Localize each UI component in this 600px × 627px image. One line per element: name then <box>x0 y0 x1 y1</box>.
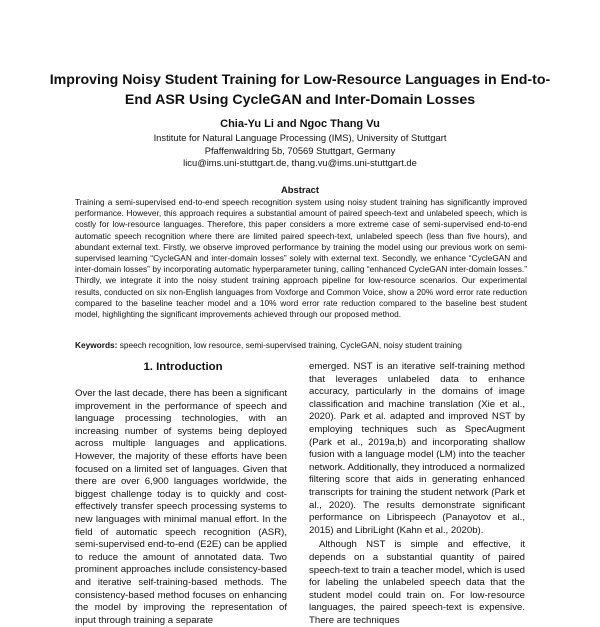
left-column <box>75 388 287 627</box>
author-affiliation-block <box>40 132 560 170</box>
author-emails: licu@ims.uni-stuttgart.de, thang.vu@ims.uni-stuttgart.de <box>183 157 417 169</box>
address: Pfaffenwaldring 5b, 70569 Stuttgart, Germany <box>204 144 396 156</box>
keywords-line <box>75 340 545 351</box>
intro-paragraph-2: emerged. NST is an iterative self-training method that leverages unlabeled data to enhance accuracy, particularly in the domains of image classification and machine translation (Xie et al., 2020). Park et al. adapted and improved NST by employing techniques such as SpecAugment (Park et al., 2019a,b) and incorporating shallow fusion with a language model (LM) into the teacher network. Additionally, they introduced a normalized filtering score that aids in generating enhanced transcripts for training the student network (Park et al., 2020). The results demonstrate significant performance on Librispeech (Panayotov et al., 2015) and LibriLight (Kahn et al., 2020b). <box>309 361 525 536</box>
affiliation: Institute for Natural Language Processing (IMS), University of Stuttgart <box>153 132 447 143</box>
keywords-label: Keywords: <box>75 340 118 350</box>
abstract-heading: Abstract <box>280 184 320 195</box>
section-heading-introduction: 1. Introduction <box>143 361 223 373</box>
abstract-text: Training a semi-supervised end-to-end speech recognition system using noisy student training has significantly improved performance. However, this approach requires a substantial amount of paired speech-text and unlabeled speech, which is costly for low-resource languages. Therefore, this paper considers a more extreme case of semi-supervised end-to-end automatic speech recognition where there are limited paired speech-text, unlabeled speech (less than five hours), and abundant external text. Firstly, we observe improved performance by training the model using our previous work on semi-supervised learning “CycleGAN and inter-domain losses” solely with external text. Secondly, we enhance “CycleGAN and inter-domain losses” by incorporating automatic hyperparameter tuning, calling “enhanced CycleGAN inter-domain losses.” Thirdly, we integrate it into the noisy student training approach pipeline for low-resource scenarios. Our experimental results, conducted on six non-English languages from Voxforge and Common Voice, show a 20% word error rate reduction compared to the baseline teacher model and a 10% word error rate reduction compared to the baseline best student model, highlighting the significant improvements achieved through our proposed method. <box>75 197 527 320</box>
paper-authors: Chia-Yu Li and Ngoc Thang Vu <box>220 118 380 130</box>
keywords-list: speech recognition, low resource, semi-supervised training, CycleGAN, noisy student training <box>119 340 462 350</box>
paper-title: Improving Noisy Student Training for Low-Resource Languages in End-to-End ASR Using CycleGAN and Inter-Domain Losses <box>49 72 551 108</box>
right-column <box>309 361 525 627</box>
intro-paragraph-1: Over the last decade, there has been a significant improvement in the performance of speech and language processing technologies, with an increasing number of systems being deployed across multiple languages and applications. However, the majority of these efforts have been focused on a limited set of languages. Given that there are over 6,900 languages worldwide, the biggest challenge today is to quickly and cost-effectively transfer speech processing systems to new languages with minimal manual effort. In the field of automatic speech recognition (ASR), semi-supervised end-to-end (E2E) can be applied to reduce the amount of annotated data. Two prominent approaches include consistency-based and iterative self-training-based methods. The consistency-based method focuses on enhancing the model by improving the representation of input through training a separate <box>75 388 287 626</box>
intro-paragraph-3: Although NST is simple and effective, it depends on a substantial quantity of paired speech-text to train a teacher model, which is used for labeling the unlabeled speech data that the student model could train on. For low-resource languages, the paired speech-text is expensive. There are techniques <box>309 539 525 626</box>
